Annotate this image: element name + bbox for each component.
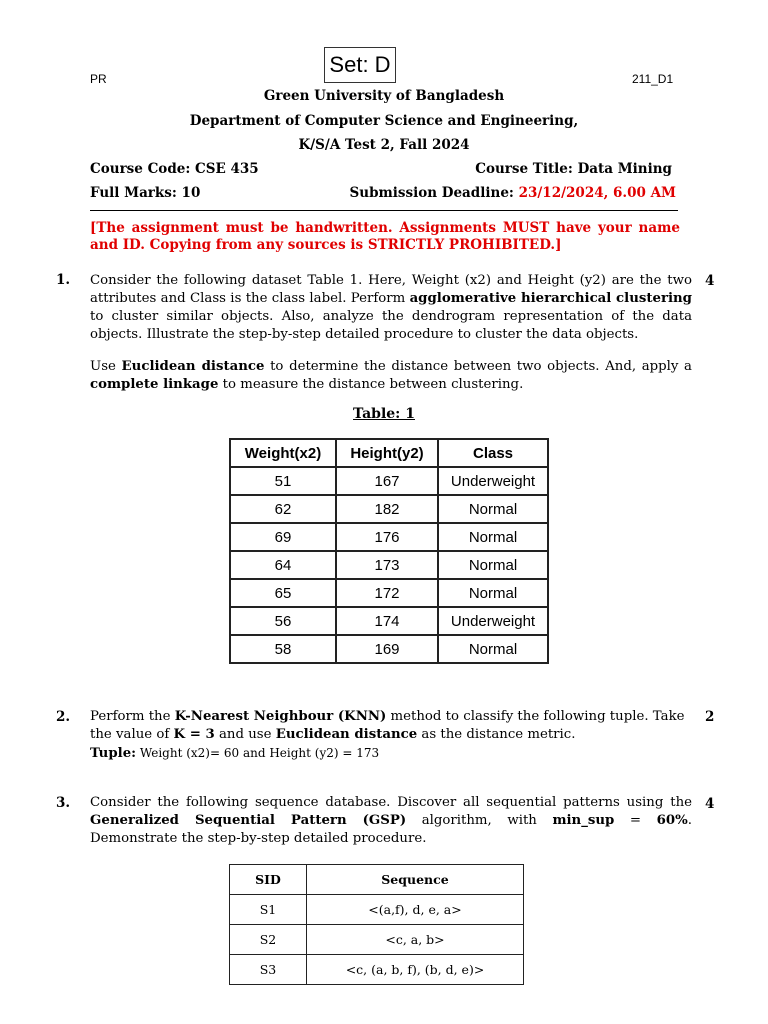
- table1-cell: 167: [336, 467, 438, 495]
- q3-number: 3.: [56, 795, 71, 811]
- table-row: [230, 523, 548, 551]
- table-1: [229, 438, 549, 664]
- set-label-box: [324, 47, 396, 83]
- table1-header-row: [230, 439, 548, 467]
- table1-cell: 173: [336, 551, 438, 579]
- table1-cell: 62: [230, 495, 336, 523]
- q1-p2-text-e: to measure the distance between clustering.: [218, 377, 524, 392]
- q2-text: [90, 708, 692, 763]
- q3-text-a: Consider the following sequence database. Discover all sequential patterns using the: [90, 795, 692, 810]
- q3-marks: 4: [705, 796, 715, 812]
- table1-cell: 58: [230, 635, 336, 663]
- table1-cell: 69: [230, 523, 336, 551]
- table1-cell: Underweight: [438, 467, 548, 495]
- q1-p1-text-a: Consider the following dataset Table 1. Here, Weight (x2) and Height (y2) are the two attributes and Class is the class label. Perform: [90, 273, 692, 306]
- q1-p1-text-c: to cluster similar objects. Also, analyze the dendrogram representation of the data objects. Illustrate the step-by-step detailed procedure to cluster the data objects.: [90, 309, 692, 342]
- q1-p2-text-c: to determine the distance between two objects. And, apply a: [264, 359, 692, 374]
- table1-cell: 64: [230, 551, 336, 579]
- full-marks: Full Marks: 10: [90, 185, 201, 201]
- q1-paragraph-1: [90, 272, 692, 344]
- submission-deadline: [350, 185, 677, 201]
- q3-text-e: =: [614, 813, 657, 828]
- seq-cell: S1: [230, 895, 307, 925]
- department-name: Department of Computer Science and Engineering,: [189, 113, 579, 129]
- q2-l1-c: method to classify the following tuple. Take: [386, 709, 685, 724]
- table1-cell: 51: [230, 467, 336, 495]
- deadline-label: Submission Deadline:: [349, 185, 519, 201]
- q3-bold-gsp: Generalized Sequential Pattern (GSP): [90, 813, 407, 828]
- test-name: K/S/A Test 2, Fall 2024: [298, 137, 470, 153]
- table1-cell: Normal: [438, 523, 548, 551]
- q2-number: 2.: [56, 709, 71, 725]
- table1-cell: 65: [230, 579, 336, 607]
- table1-header-weight: Weight(x2): [230, 439, 336, 467]
- table-row: [230, 895, 524, 925]
- q2-l2-c: and use: [214, 727, 276, 742]
- q3-text-g: . Demonstrate the step-by-step detailed procedure.: [90, 813, 692, 846]
- table1-cell: Normal: [438, 495, 548, 523]
- seq-cell: S2: [230, 925, 307, 955]
- q1-p2-text-a: Use: [90, 359, 122, 374]
- q2-line-3: [90, 744, 692, 763]
- table-row: [230, 551, 548, 579]
- q3-bold-minsup: min_sup: [552, 813, 615, 828]
- q2-l1-bold: K-Nearest Neighbour (KNN): [174, 709, 387, 724]
- q1-p2-bold-1: Euclidean distance: [121, 359, 265, 374]
- table1-cell: Underweight: [438, 607, 548, 635]
- q2-marks: 2: [705, 709, 715, 725]
- course-title: Course Title: Data Mining: [475, 161, 672, 177]
- seq-header-sid: SID: [230, 865, 307, 895]
- seq-cell: <c, a, b>: [307, 925, 524, 955]
- table1-header-height: Height(y2): [336, 439, 438, 467]
- seq-header-row: [230, 865, 524, 895]
- table1-cell: 174: [336, 607, 438, 635]
- q2-l2-bold-1: K = 3: [173, 727, 215, 742]
- table-row: [230, 955, 524, 985]
- table-row: [230, 579, 548, 607]
- header-divider: [90, 210, 678, 211]
- q2-l1-a: Perform the: [90, 709, 175, 724]
- table1-cell: 56: [230, 607, 336, 635]
- q1-paragraph-2: [90, 358, 692, 394]
- table-row: [230, 925, 524, 955]
- table-row: [230, 607, 548, 635]
- right-code: 211_D1: [632, 72, 674, 86]
- q1-p1-bold: agglomerative hierarchical clustering: [409, 291, 692, 306]
- seq-cell: <(a,f), d, e, a>: [307, 895, 524, 925]
- table-row: [230, 467, 548, 495]
- deadline-value: 23/12/2024, 6.00 AM: [518, 185, 676, 201]
- table-row: [230, 495, 548, 523]
- left-code: PR: [90, 72, 107, 86]
- q2-l2-e: as the distance metric.: [417, 727, 576, 742]
- q3-text: [90, 794, 692, 848]
- q3-text-c: algorithm, with: [406, 813, 553, 828]
- q2-l3-bold: Tuple:: [90, 746, 137, 761]
- table-row: [230, 635, 548, 663]
- university-name: Green University of Bangladesh: [263, 88, 505, 104]
- seq-cell: <c, (a, b, f), (b, d, e)>: [307, 955, 524, 985]
- q1-p2-bold-2: complete linkage: [90, 377, 219, 392]
- table1-cell: 176: [336, 523, 438, 551]
- seq-header-sequence: Sequence: [307, 865, 524, 895]
- q2-line-1: [90, 708, 692, 726]
- q1-number: 1.: [56, 272, 71, 288]
- q2-line-2: [90, 726, 692, 744]
- table1-header-class: Class: [438, 439, 548, 467]
- table1-cell: 172: [336, 579, 438, 607]
- q1-marks: 4: [705, 273, 715, 289]
- assignment-notice: [The assignment must be handwritten. Assignments MUST have your name and ID. Copying from any sources is STRICTLY PROHIBITED.]: [90, 220, 680, 253]
- table1-cell: Normal: [438, 579, 548, 607]
- sequence-table: [229, 864, 524, 985]
- table1-cell: 169: [336, 635, 438, 663]
- table1-cell: Normal: [438, 635, 548, 663]
- table1-cell: 182: [336, 495, 438, 523]
- q2-l2-a: the value of: [90, 727, 174, 742]
- q2-l2-bold-2: Euclidean distance: [275, 727, 418, 742]
- table1-cell: Normal: [438, 551, 548, 579]
- course-code: Course Code: CSE 435: [90, 161, 259, 177]
- q2-l3-b: Weight (x2)= 60 and Height (y2) = 173: [136, 746, 380, 760]
- set-label: Set: D: [329, 52, 391, 77]
- table1-title: Table: 1: [353, 406, 415, 422]
- seq-cell: S3: [230, 955, 307, 985]
- q3-bold-percent: 60%: [656, 813, 688, 828]
